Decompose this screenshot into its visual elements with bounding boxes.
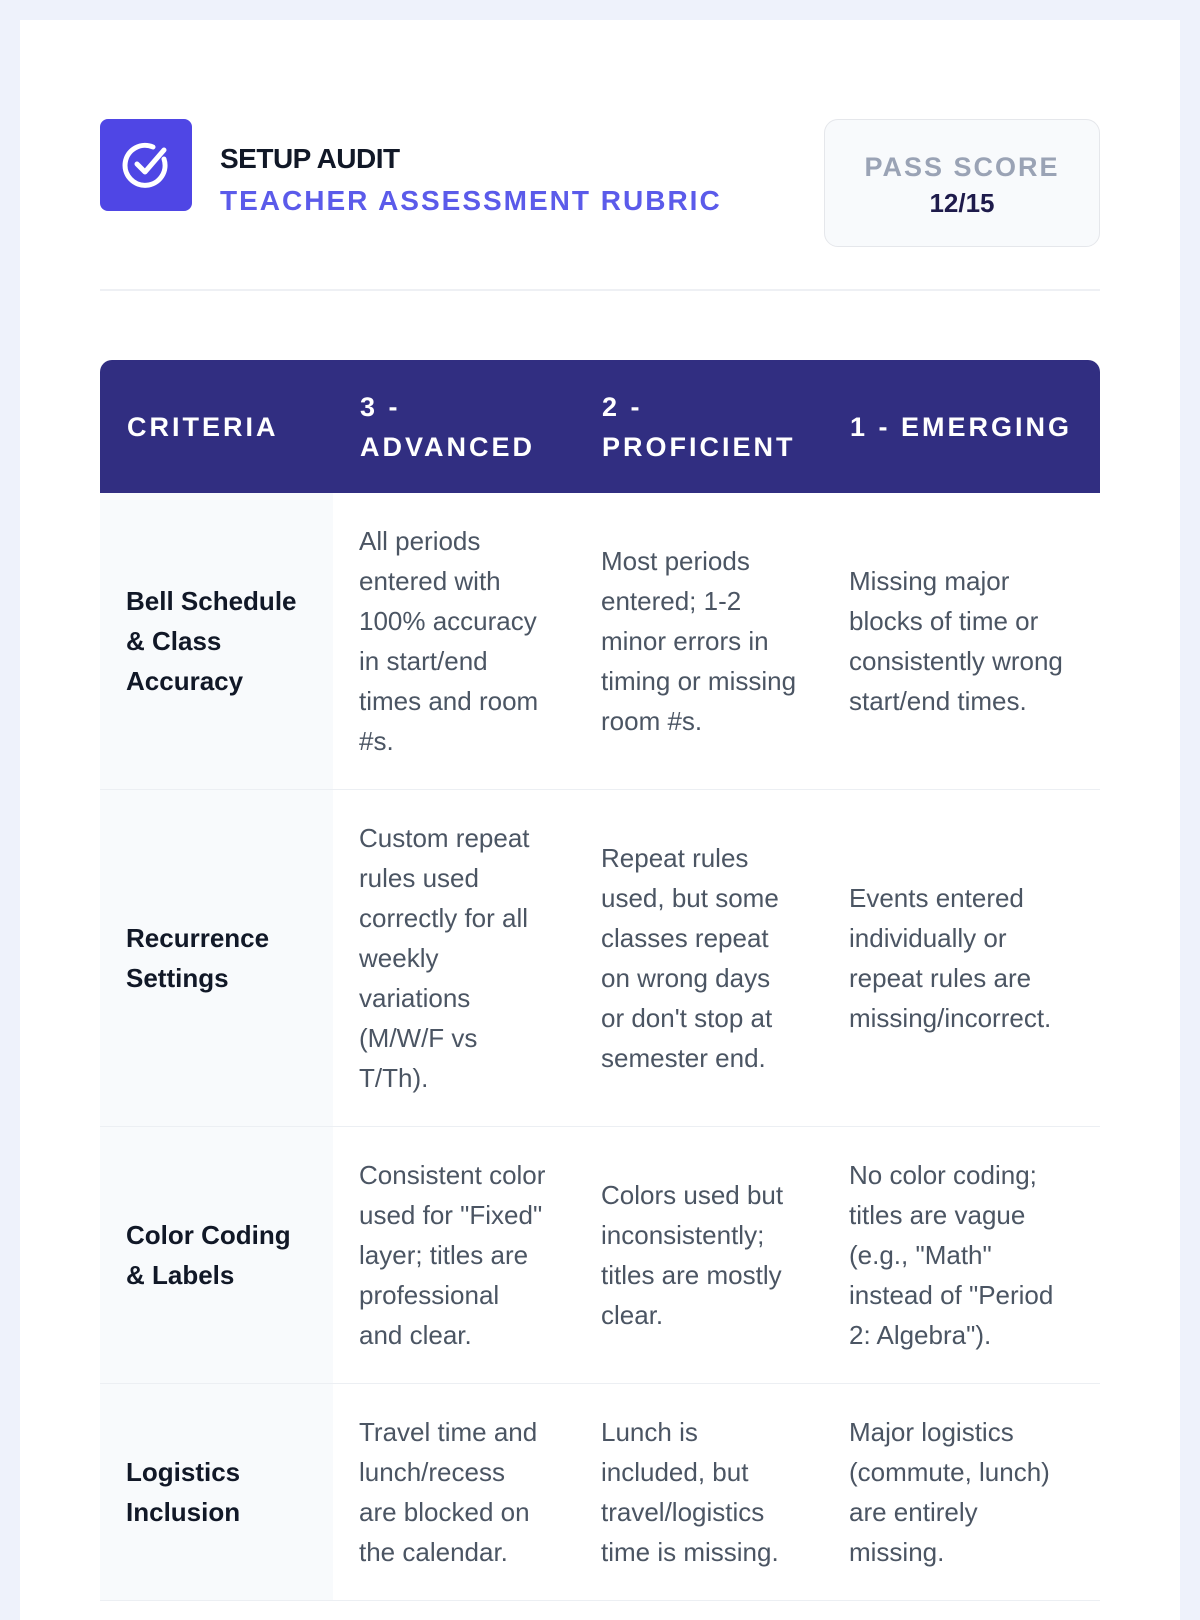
page-title: TEACHER ASSESSMENT RUBRIC [220,185,722,216]
header-divider [100,289,1100,291]
criteria-cell: Color Coding & Labels [100,1127,333,1384]
advanced-cell: All periods entered with 100% accuracy in start/end times and room #s. [333,493,575,790]
pass-score-label: PASS SCORE [864,152,1060,182]
page-header [100,119,1100,249]
column-header-advanced: 3 - ADVANCED [333,360,575,493]
header-titles [220,143,722,218]
table-header-row [100,360,1100,493]
emerging-cell: No color coding; titles are vague (e.g., "Math" instead of "Period 2: Algebra"). [823,1127,1100,1384]
rubric-card [20,20,1180,1620]
emerging-cell: Major logistics (commute, lunch) are entirely missing. [823,1384,1100,1601]
rubric-table [100,360,1100,1601]
emerging-cell: Missing major blocks of time or consistently wrong start/end times. [823,493,1100,790]
page-kicker: SETUP AUDIT [220,143,400,174]
proficient-cell: Lunch is included, but travel/logistics time is missing. [575,1384,823,1601]
criteria-cell: Bell Schedule & Class Accuracy [100,493,333,790]
check-circle-icon [100,119,192,211]
advanced-cell: Travel time and lunch/recess are blocked on the calendar. [333,1384,575,1601]
column-header-emerging: 1 - EMERGING [823,360,1100,493]
criteria-cell: Logistics Inclusion [100,1384,333,1601]
column-header-proficient: 2 - PROFICIENT [575,360,823,493]
column-header-criteria: CRITERIA [100,360,333,493]
pass-score-badge [824,119,1100,247]
proficient-cell: Colors used but inconsistently; titles are mostly clear. [575,1127,823,1384]
criteria-cell: Recurrence Settings [100,790,333,1127]
proficient-cell: Most periods entered; 1-2 minor errors in timing or missing room #s. [575,493,823,790]
pass-score-value: 12/15 [929,188,995,218]
emerging-cell: Events entered individually or repeat rules are missing/incorrect. [823,790,1100,1127]
advanced-cell: Custom repeat rules used correctly for all weekly variations (M/W/F vs T/Th). [333,790,575,1127]
table-row [100,493,1100,790]
table-row [100,790,1100,1127]
advanced-cell: Consistent color used for "Fixed" layer; titles are professional and clear. [333,1127,575,1384]
table-row [100,1127,1100,1384]
table-row [100,1384,1100,1601]
proficient-cell: Repeat rules used, but some classes repeat on wrong days or don't stop at semester end. [575,790,823,1127]
